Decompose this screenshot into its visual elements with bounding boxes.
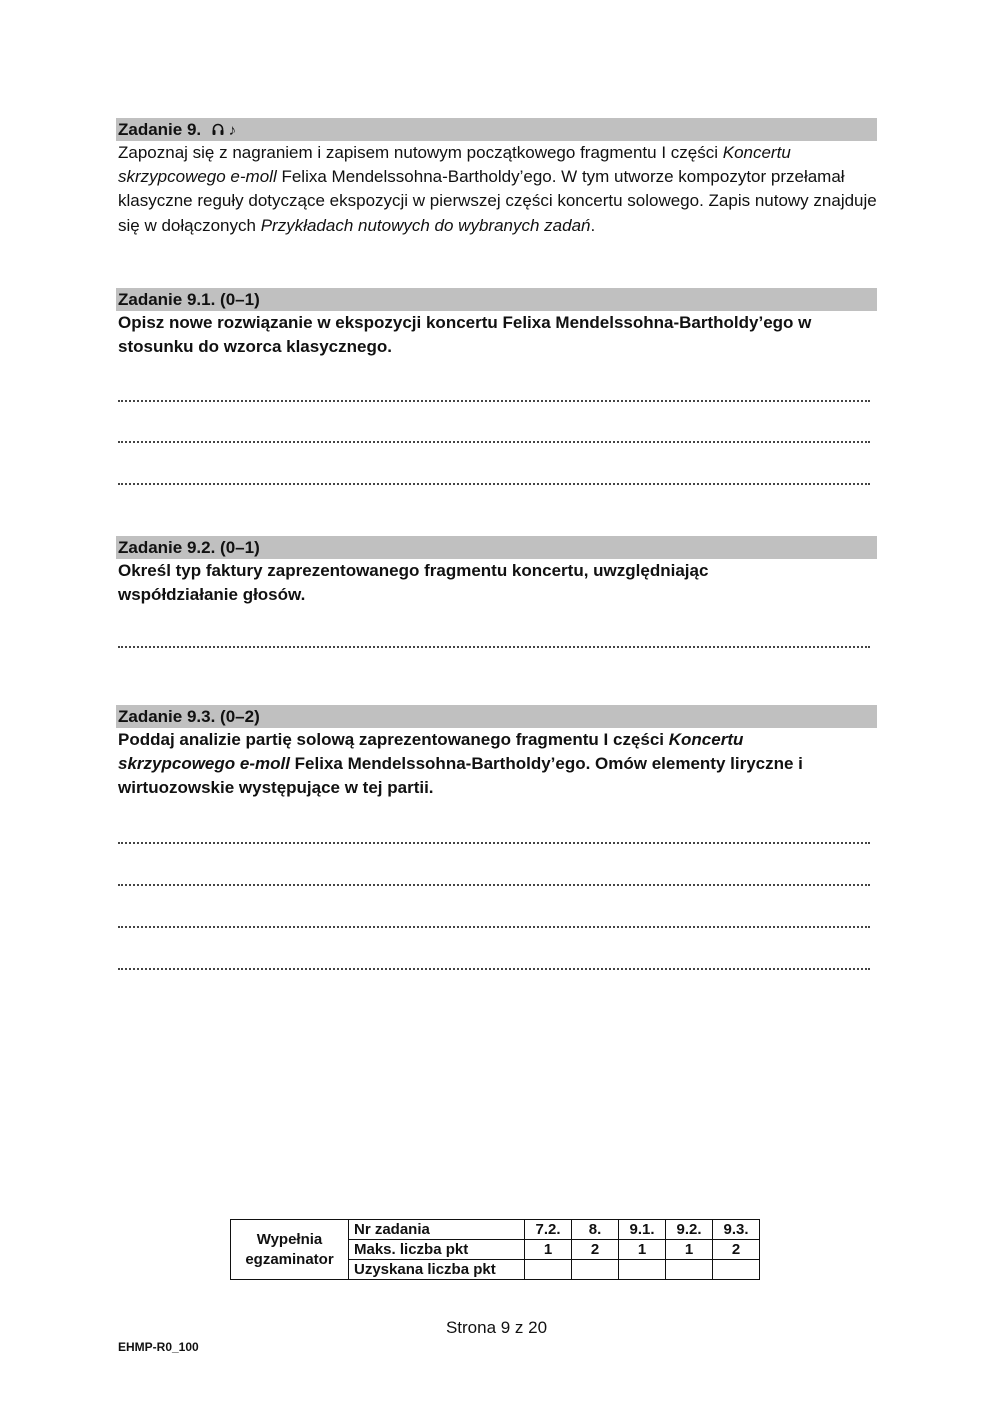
max-points-cell: 1: [525, 1240, 572, 1260]
obtained-points-cell[interactable]: [619, 1260, 666, 1280]
answer-line[interactable]: [118, 439, 870, 443]
table-row: [231, 1220, 760, 1240]
intro-period: .: [590, 215, 596, 235]
row-label-max-points: Maks. liczba pkt: [349, 1240, 525, 1260]
obtained-points-cell[interactable]: [666, 1260, 713, 1280]
question-text: Poddaj analizie partię solową zaprezentowanego fragmentu I części: [118, 730, 669, 749]
task-number-cell: 8.: [572, 1220, 619, 1240]
page-number: Strona 9 z 20: [445, 1318, 548, 1337]
max-points-cell: 1: [666, 1240, 713, 1260]
exam-code: EHMP-R0_100: [118, 1340, 199, 1354]
obtained-points-cell[interactable]: [713, 1260, 760, 1280]
row-label-task-number: Nr zadania: [349, 1220, 525, 1240]
task-9-intro: [118, 141, 878, 238]
task-9-3-header: Zadanie 9.3. (0–2): [116, 705, 877, 728]
examiner-label: Wypełnia egzaminator: [231, 1220, 349, 1280]
score-table: [230, 1219, 760, 1280]
answer-line[interactable]: [118, 966, 870, 970]
headphones-icon: [212, 119, 224, 142]
answer-line[interactable]: [118, 882, 870, 886]
intro-text: Zapoznaj się z nagraniem i zapisem nutowym początkowego fragmentu I części: [118, 143, 723, 162]
answer-line[interactable]: [118, 644, 870, 648]
obtained-points-cell[interactable]: [525, 1260, 572, 1280]
row-label-obtained-points: Uzyskana liczba pkt: [349, 1260, 525, 1280]
max-points-cell: 1: [619, 1240, 666, 1260]
task-number-cell: 7.2.: [525, 1220, 572, 1240]
max-points-cell: 2: [713, 1240, 760, 1260]
answer-line[interactable]: [118, 398, 870, 402]
task-9-1-header: Zadanie 9.1. (0–1): [116, 288, 877, 311]
answer-line[interactable]: [118, 481, 870, 485]
music-note-icon: ♪: [228, 122, 237, 139]
task-number-cell: 9.3.: [713, 1220, 760, 1240]
task-9-2-header: Zadanie 9.2. (0–1): [116, 536, 877, 559]
task-9-2-question: Określ typ faktury zaprezentowanego fragmentu koncertu, uwzględniając współdziałanie głosów.: [118, 561, 709, 605]
intro-work-title: Koncertu skrzypcowego e-moll: [118, 143, 791, 187]
question-text-cont: Felixa Mendelssohna-Bartholdy’ego. Omów elementy liryczne i wirtuozowskie występujące w tej partii.: [118, 754, 803, 798]
intro-reference-title: Przykładach nutowych do wybranych zadań: [260, 215, 591, 235]
task-9-header: [116, 118, 877, 141]
answer-line[interactable]: [118, 924, 870, 928]
answer-line[interactable]: [118, 840, 870, 844]
task-number-cell: 9.1.: [619, 1220, 666, 1240]
task-9-title: Zadanie 9.: [118, 120, 202, 139]
task-number-cell: 9.2.: [666, 1220, 713, 1240]
obtained-points-cell[interactable]: [572, 1260, 619, 1280]
question-work-title: Koncertu skrzypcowego e-moll: [118, 730, 744, 774]
max-points-cell: 2: [572, 1240, 619, 1260]
task-9-1-question: Opisz nowe rozwiązanie w ekspozycji koncertu Felixa Mendelssohna-Bartholdy’ego w stosunku do wzorca klasycznego.: [118, 313, 812, 357]
task-9-3-question: [118, 728, 858, 801]
intro-text-cont: Felixa Mendelssohna-Bartholdy’ego. W tym utworze kompozytor przełamał klasyczne reguły dotyczące ekspozycji w pierwszej części koncertu solowego. Zapis nutowy znajduje się w dołączonych: [118, 167, 877, 235]
